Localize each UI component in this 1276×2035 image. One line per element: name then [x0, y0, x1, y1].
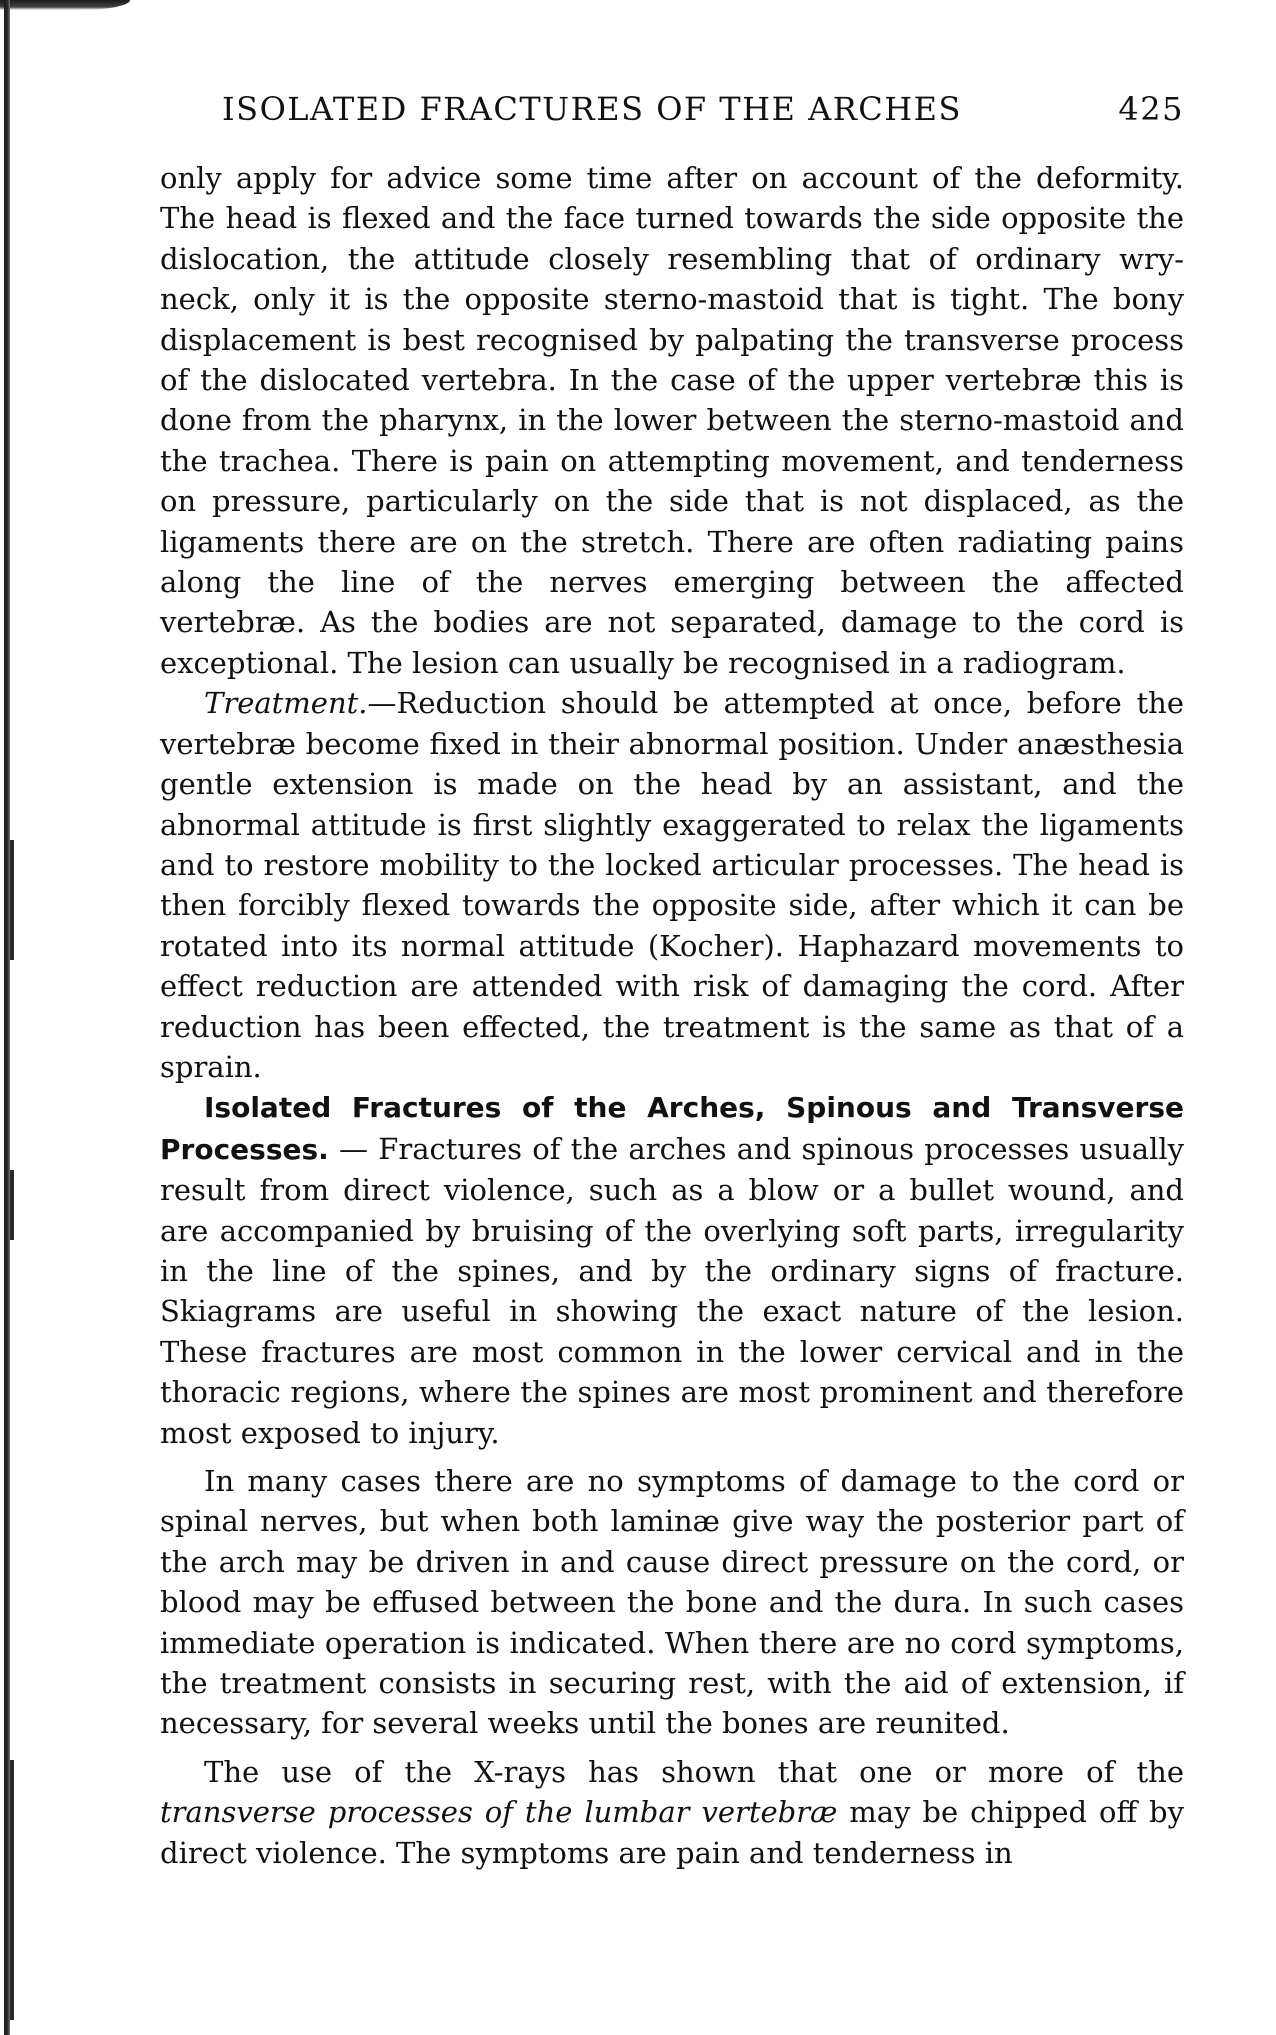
- paragraph-isolated-fractures: [160, 1087, 1184, 1453]
- treatment-text: —Reduction should be attempted at once, before the vertebræ become fixed in their abnormal position. Under anæsthesia gentle extension is made on the head by an assistant, and the abnormal attitude is first slightly exaggerated to relax the ligaments and to restore mobility to the locked articular processes. The head is then forcibly flexed towards the opposite side, after which it can be rotated into its normal attitude (Kocher). Haphazard movements to effect reduction are attended with risk of damaging the cord. After reduction has been effected, the treatment is the same as that of a sprain.: [160, 686, 1184, 1084]
- running-title: ISOLATED FRACTURES OF THE ARCHES: [222, 90, 962, 128]
- paragraph-deformity: only apply for advice some time after on account of the deformity. The head is flexed and the face turned towards the side opposite the dislocation, the attitude closely resembling that of ordinary wry-neck, only it is the opposite sterno-mastoid that is tight. The bony displacement is best recognised by palpating the transverse process of the dislocated vertebra. In the case of the upper vertebræ this is done from the pharynx, in the lower between the sterno-mastoid and the trachea. There is pain on attempting movement, and tenderness on pressure, particularly on the side that is not displaced, as the ligaments there are on the stretch. There are often radiating pains along the line of the nerves emerging between the affected vertebræ. As the bodies are not separated, damage to the cord is exceptional. The lesion can usually be recognised in a radiogram.: [160, 161, 1184, 680]
- page-number: 425: [1118, 90, 1184, 128]
- section-heading: Isolated Fractures of the Arches, Spinous and Transverse Processes.: [160, 1091, 1184, 1166]
- binding-shadow-mark: [10, 1170, 14, 1240]
- x-rays-italic-term: transverse processes of the lumbar vertebræ: [160, 1795, 838, 1830]
- x-rays-text-end: may be chipped off by direct violence. The symptoms are pain and tenderness in: [160, 1795, 1184, 1870]
- paragraph-cord-symptoms: In many cases there are no symptoms of damage to the cord or spinal nerves, but when both laminæ give way the posterior part of the arch may be driven in and cause direct pressure on the cord, or blood may be effused between the bone and the dura. In such cases immediate operation is indicated. When there are no cord symptoms, the treatment consists in securing rest, with the aid of extension, if necessary, for several weeks until the bones are reunited.: [160, 1464, 1184, 1741]
- binding-shadow-mark: [10, 840, 14, 960]
- paragraph-treatment: [160, 683, 1184, 1087]
- body-text: [160, 158, 1184, 1873]
- page-binding-edge: [4, 0, 10, 2035]
- page-text-block: [160, 84, 1184, 1873]
- running-header: [160, 84, 1184, 134]
- x-rays-text-start: The use of the X-rays has shown that one or more of the: [204, 1754, 1184, 1789]
- isolated-fractures-text: — Fractures of the arches and spinous processes usually result from direct violence, such as a blow or a bullet wound, and are accompanied by bruising of the overlying soft parts, irregularity in the line of the spines, and by the ordinary signs of fracture. Skiagrams are useful in showing the exact nature of the lesion. These fractures are most common in the lower cervical and in the thoracic regions, where the spines are most prominent and therefore most exposed to injury.: [160, 1131, 1184, 1450]
- page-binding-corner: [0, 0, 130, 10]
- treatment-label: Treatment.: [204, 686, 368, 721]
- paragraph-x-rays: [160, 1752, 1184, 1873]
- binding-shadow-mark: [10, 1760, 14, 2020]
